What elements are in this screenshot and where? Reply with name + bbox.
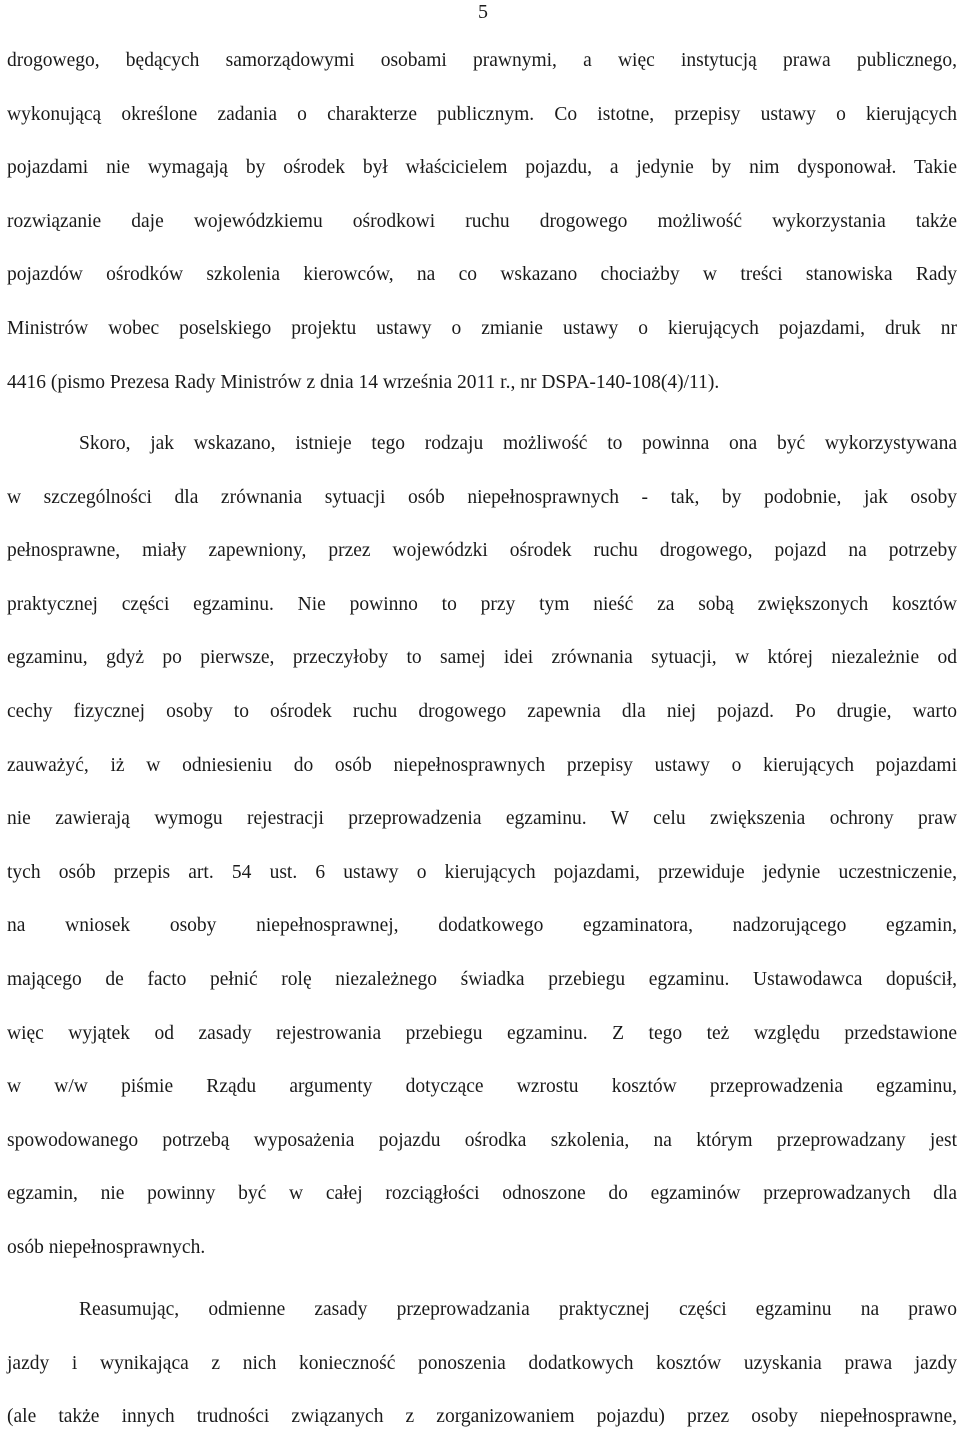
paragraph-line: jazdy i wynikająca z nich konieczność ponoszenia dodatkowych kosztów uzyskania prawa jazdy: [7, 1352, 957, 1374]
paragraph-line: (ale także innych trudności związanych z zorganizowaniem pojazdu) przez osoby niepełnosprawne,: [7, 1406, 957, 1428]
page-number: 5: [478, 1, 488, 23]
paragraph-line: tych osób przepis art. 54 ust. 6 ustawy o kierujących pojazdami, przewiduje jedynie uczestniczenie,: [7, 861, 957, 883]
paragraph-line: pojazdów ośrodków szkolenia kierowców, na co wskazano chociażby w treści stanowiska Rady: [7, 264, 957, 286]
paragraph-line: drogowego, będących samorządowymi osobami prawnymi, a więc instytucją prawa publicznego,: [7, 50, 957, 71]
paragraph-line: 4416 (pismo Prezesa Rady Ministrów z dnia 14 września 2011 r., nr DSPA-140-108(4)/11).: [7, 371, 720, 393]
paragraph-line: nie zawierają wymogu rejestracji przeprowadzenia egzaminu. W celu zwiększenia ochrony praw: [7, 808, 957, 830]
paragraph-3: [7, 1283, 957, 1444]
paragraph-line: pojazdami nie wymagają by ośrodek był właścicielem pojazdu, a jedynie by nim dysponował. Takie: [7, 157, 957, 179]
paragraph-line: Skoro, jak wskazano, istnieje tego rodzaju możliwość to powinna ona być wykorzystywana: [79, 433, 957, 454]
paragraph-line: Reasumując, odmienne zasady przeprowadzania praktycznej części egzaminu na prawo: [79, 1299, 957, 1320]
paragraph-line: Ministrów wobec poselskiego projektu ustawy o zmianie ustawy o kierujących pojazdami, druk nr: [7, 317, 957, 339]
paragraph-line: wykonującą określone zadania o charakterze publicznym. Co istotne, przepisy ustawy o kierujących: [7, 103, 957, 125]
paragraph-line: mającego de facto pełnić rolę niezależnego świadka przebiegu egzaminu. Ustawodawca dopuścił,: [7, 968, 957, 990]
paragraph-line: zauważyć, iż w odniesieniu do osób niepełnosprawnych przepisy ustawy o kierujących pojazdami: [7, 754, 957, 776]
paragraph-line: w szczególności dla zrównania sytuacji osób niepełnosprawnych - tak, by podobnie, jak osoby: [7, 486, 957, 508]
paragraph-line: więc wyjątek od zasady rejestrowania przebiegu egzaminu. Z tego też względu przedstawione: [7, 1022, 957, 1044]
paragraph-1: [7, 34, 957, 409]
paragraph-line: na wniosek osoby niepełnosprawnej, dodatkowego egzaminatora, nadzorującego egzamin,: [7, 915, 957, 937]
paragraph-line: pełnosprawne, miały zapewniony, przez wojewódzki ośrodek ruchu drogowego, pojazd na potrzeby: [7, 540, 957, 562]
paragraph-line: cechy fizycznej osoby to ośrodek ruchu drogowego zapewnia dla niej pojazd. Po drugie, warto: [7, 700, 957, 722]
paragraph-line: w w/w piśmie Rządu argumenty dotyczące wzrostu kosztów przeprowadzenia egzaminu,: [7, 1076, 957, 1098]
paragraph-line: spowodowanego potrzebą wyposażenia pojazdu ośrodka szkolenia, na którym przeprowadzany jest: [7, 1129, 957, 1151]
paragraph-line: osób niepełnosprawnych.: [7, 1236, 206, 1258]
paragraph-line: egzaminu, gdyż po pierwsze, przeczyłoby to samej idei zrównania sytuacji, w której niezależnie od: [7, 647, 957, 669]
paragraph-line: rozwiązanie daje wojewódzkiemu ośrodkowi ruchu drogowego możliwość wykorzystania także: [7, 210, 957, 232]
paragraph-2: [7, 417, 957, 1275]
paragraph-line: praktycznej części egzaminu. Nie powinno to przy tym nieść za sobą zwiększonych kosztów: [7, 593, 957, 615]
paragraph-line: egzamin, nie powinny być w całej rozciągłości odnoszone do egzaminów przeprowadzanych dla: [7, 1183, 957, 1205]
